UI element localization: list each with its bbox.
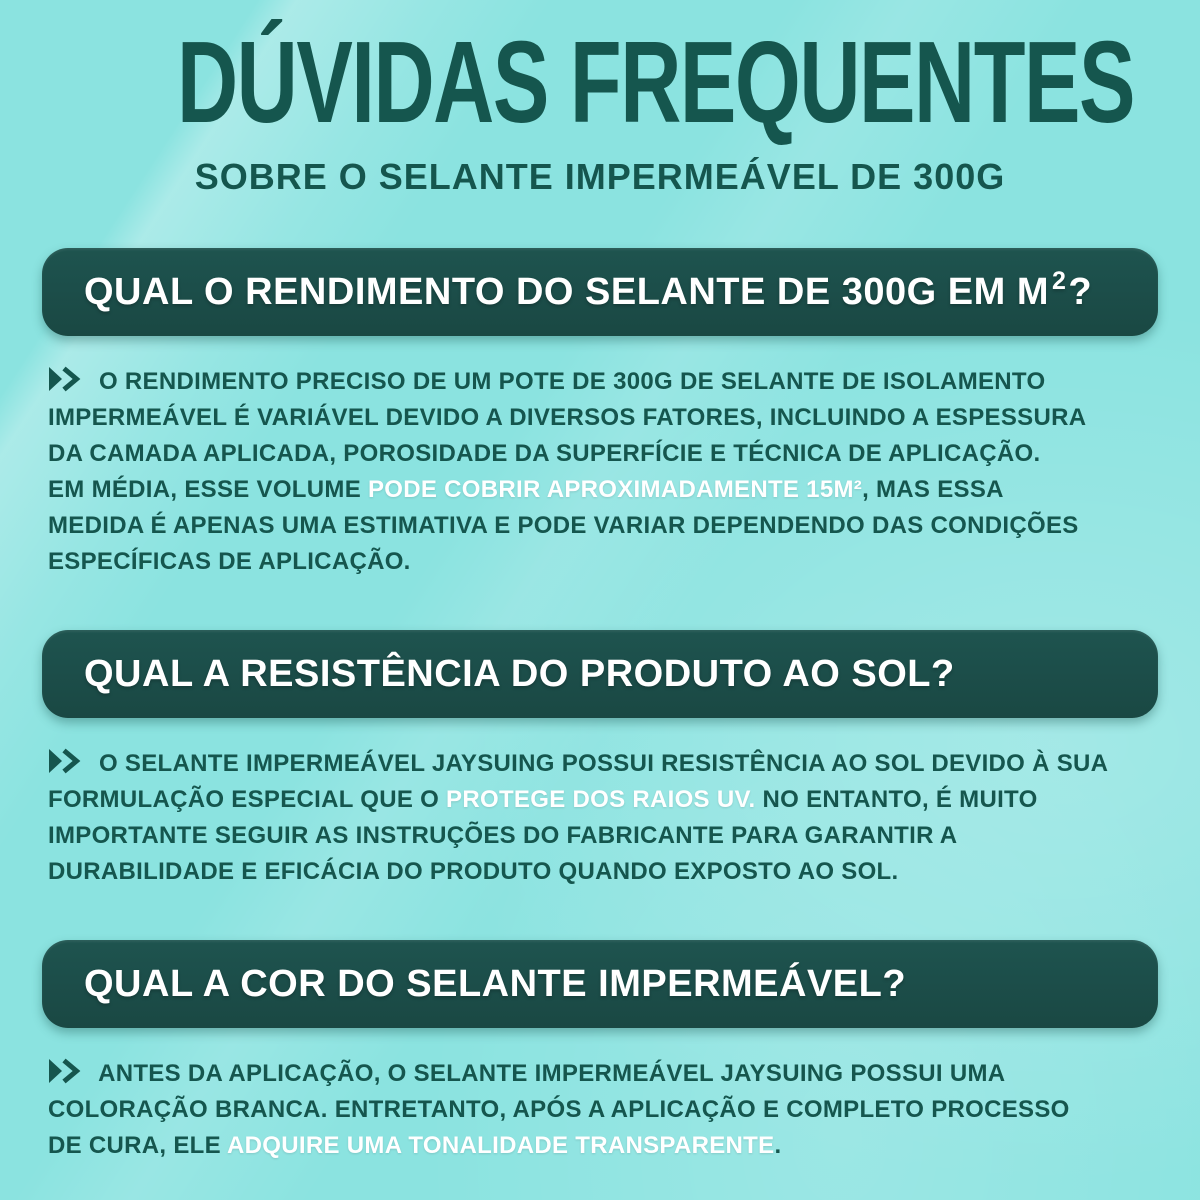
answer-line xyxy=(48,782,1160,818)
answer-line xyxy=(48,364,1160,400)
answer-text: COLORAÇÃO BRANCA. ENTRETANTO, APÓS A APLICAÇÃO E COMPLETO PROCESSO xyxy=(48,1096,1070,1123)
question-banner xyxy=(42,630,1158,718)
faq-item xyxy=(0,940,1200,1164)
answer-line xyxy=(48,746,1160,782)
answer-paragraph xyxy=(48,364,1160,580)
answer-line xyxy=(48,1056,1160,1092)
question-text xyxy=(84,653,955,696)
question-segment: QUAL A RESISTÊNCIA DO PRODUTO AO SOL? xyxy=(84,652,955,695)
answer-line xyxy=(48,472,1160,508)
double-chevron-right-icon xyxy=(48,366,82,392)
answer-line xyxy=(48,854,1160,890)
question-superscript: 2 xyxy=(1052,266,1067,295)
answer-text: ANTES DA APLICAÇÃO, O SELANTE IMPERMEÁVEL JAYSUING POSSUI UMA xyxy=(98,1060,1006,1087)
faq-list xyxy=(0,248,1200,1164)
question-segment: QUAL O RENDIMENTO DO SELANTE DE 300G EM M xyxy=(84,270,1049,313)
answer-text: FORMULAÇÃO ESPECIAL QUE O xyxy=(48,786,447,813)
answer-text: O RENDIMENTO PRECISO DE UM POTE DE 300G DE SELANTE DE ISOLAMENTO xyxy=(98,368,1046,395)
answer-line xyxy=(48,1092,1160,1128)
answer-text: . xyxy=(774,1132,782,1159)
answer-text: DURABILIDADE E EFICÁCIA DO PRODUTO QUANDO EXPOSTO AO SOL. xyxy=(48,858,899,885)
answer-text: ESPECÍFICAS DE APLICAÇÃO. xyxy=(48,548,411,575)
answer-line xyxy=(48,508,1160,544)
answer-text: DE CURA, ELE xyxy=(48,1132,228,1159)
question-banner xyxy=(42,248,1158,336)
answer-line xyxy=(48,1128,1160,1164)
answer-line xyxy=(48,818,1160,854)
question-text xyxy=(84,963,906,1006)
answer-line xyxy=(48,544,1160,580)
answer-line xyxy=(48,436,1160,472)
answer-text: IMPERMEÁVEL É VARIÁVEL DEVIDO A DIVERSOS FATORES, INCLUINDO A ESPESSURA xyxy=(48,404,1087,431)
answer-paragraph xyxy=(48,746,1160,890)
question-segment: QUAL A COR DO SELANTE IMPERMEÁVEL? xyxy=(84,962,907,1005)
answer-text: NO ENTANTO, É MUITO xyxy=(755,786,1038,813)
answer-line xyxy=(48,400,1160,436)
faq-item xyxy=(0,630,1200,890)
answer-text: IMPORTANTE SEGUIR AS INSTRUÇÕES DO FABRICANTE PARA GARANTIR A xyxy=(48,822,958,849)
faq-item xyxy=(0,248,1200,580)
answer-paragraph xyxy=(48,1056,1160,1164)
question-segment: ? xyxy=(1068,270,1093,313)
answer-text: EM MÉDIA, ESSE VOLUME xyxy=(48,476,368,503)
page-subtitle: SOBRE O SELANTE IMPERMEÁVEL DE 300G xyxy=(194,156,1006,197)
answer-text: DA CAMADA APLICADA, POROSIDADE DA SUPERFÍCIE E TÉCNICA DE APLICAÇÃO. xyxy=(48,440,1041,467)
double-chevron-right-icon xyxy=(48,748,82,774)
highlighted-text: ADQUIRE UMA TONALIDADE TRANSPARENTE xyxy=(227,1132,775,1159)
highlighted-text: PROTEGE DOS RAIOS UV. xyxy=(446,786,756,813)
page-title-text: DÚVIDAS FREQUENTES xyxy=(176,17,1135,147)
question-text xyxy=(84,266,1093,314)
page-title xyxy=(0,17,1200,147)
answer-text: O SELANTE IMPERMEÁVEL JAYSUING POSSUI RESISTÊNCIA AO SOL DEVIDO À SUA xyxy=(98,750,1109,777)
question-banner xyxy=(42,940,1158,1028)
answer-text: MEDIDA É APENAS UMA ESTIMATIVA E PODE VARIAR DEPENDENDO DAS CONDIÇÕES xyxy=(48,512,1079,539)
highlighted-text: PODE COBRIR APROXIMADAMENTE 15M² xyxy=(367,476,863,503)
answer-text: , MAS ESSA xyxy=(862,476,1004,503)
double-chevron-right-icon xyxy=(48,1058,82,1084)
